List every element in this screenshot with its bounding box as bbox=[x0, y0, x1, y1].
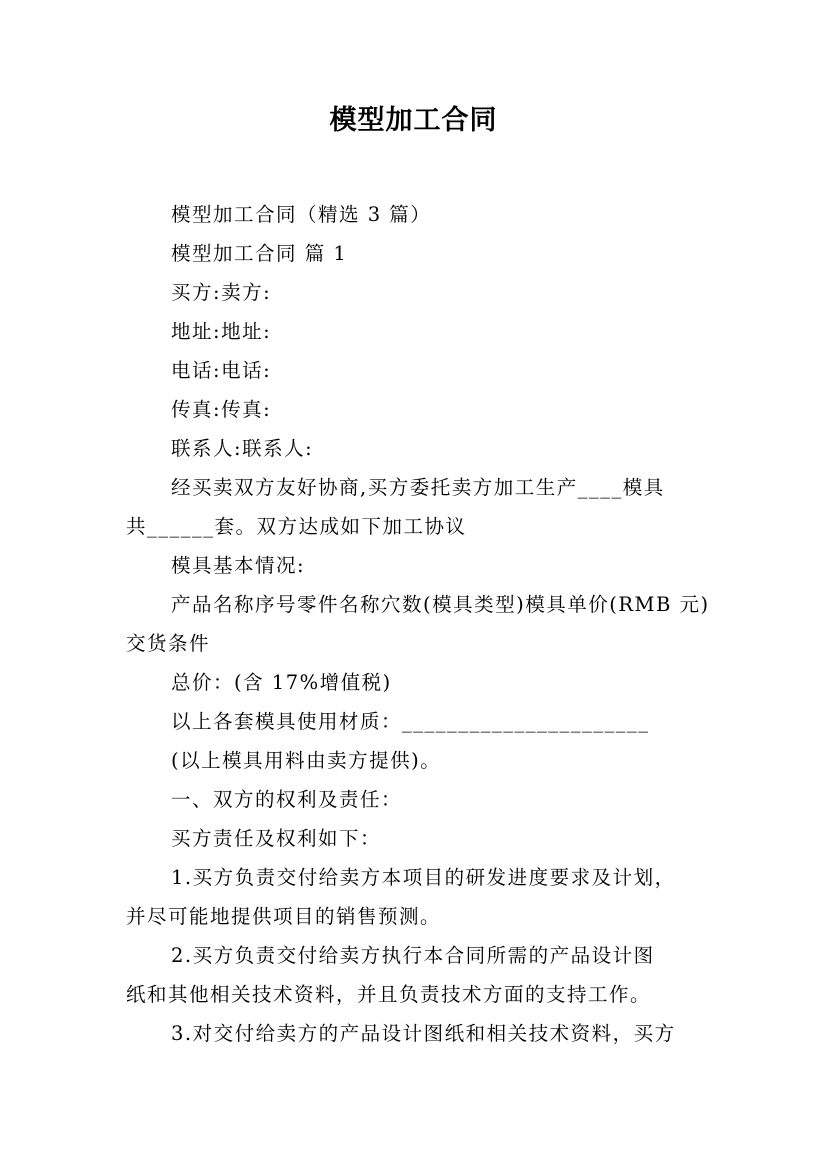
text-line: 交货条件 bbox=[126, 632, 211, 655]
paragraph-material bbox=[126, 702, 708, 741]
document-title: 模型加工合同 bbox=[329, 105, 498, 136]
text-line: 产品名称序号零件名称穴数(模具类型)模具单价(RMB 元) bbox=[171, 593, 710, 616]
paragraph-fax bbox=[126, 390, 708, 429]
text-line: 模型加工合同 篇 1 bbox=[171, 242, 348, 265]
paragraph-rights-heading bbox=[126, 780, 708, 819]
text-line: (以上模具用料由卖方提供)。 bbox=[171, 749, 442, 772]
paragraph-buyer-seller bbox=[126, 273, 708, 312]
paragraph-address bbox=[126, 312, 708, 351]
text-line: 纸和其他相关技术资料，并且负责技术方面的支持工作。 bbox=[126, 983, 652, 1006]
paragraph-item-2 bbox=[126, 936, 708, 1014]
paragraph-item-1 bbox=[126, 858, 708, 936]
paragraph-buyer-rights-heading bbox=[126, 819, 708, 858]
paragraph-phone bbox=[126, 351, 708, 390]
text-line: 1.买方负责交付给卖方本项目的研发进度要求及计划， bbox=[171, 866, 676, 889]
paragraph-contact bbox=[126, 429, 708, 468]
text-line: 模型加工合同（精选 3 篇） bbox=[171, 203, 432, 226]
paragraph-item-3 bbox=[126, 1014, 708, 1053]
paragraph-material-note bbox=[126, 741, 708, 780]
paragraph-agreement bbox=[126, 468, 708, 546]
text-line: 模具基本情况: bbox=[171, 554, 306, 577]
paragraph-section-heading bbox=[126, 234, 708, 273]
text-line: 买方责任及权利如下： bbox=[171, 827, 382, 850]
text-line: 地址:地址: bbox=[171, 320, 272, 343]
text-line: 2.买方负责交付给卖方执行本合同所需的产品设计图 bbox=[171, 944, 655, 967]
text-line: 以上各套模具使用材质：______________________ bbox=[171, 710, 650, 733]
paragraph-mold-info-heading bbox=[126, 546, 708, 585]
text-line: 一、双方的权利及责任： bbox=[171, 788, 403, 811]
text-line: 3.对交付给卖方的产品设计图纸和相关技术资料，买方 bbox=[171, 1022, 676, 1045]
text-line: 联系人:联系人: bbox=[171, 437, 314, 460]
text-line: 买方:卖方: bbox=[171, 281, 272, 304]
text-line: 电话:电话: bbox=[171, 359, 272, 382]
paragraph-subtitle bbox=[126, 195, 708, 234]
text-line: 总价：(含 17%增值税) bbox=[171, 671, 392, 694]
text-line: 并尽可能地提供项目的销售预测。 bbox=[126, 905, 442, 928]
paragraph-total-price bbox=[126, 663, 708, 702]
text-line: 经买卖双方友好协商,买方委托卖方加工生产____模具 bbox=[171, 476, 665, 499]
text-line: 传真:传真: bbox=[171, 398, 272, 421]
paragraph-mold-columns bbox=[126, 585, 708, 663]
text-line: 共______套。双方达成如下加工协议 bbox=[126, 515, 467, 538]
document-body bbox=[126, 195, 708, 1053]
